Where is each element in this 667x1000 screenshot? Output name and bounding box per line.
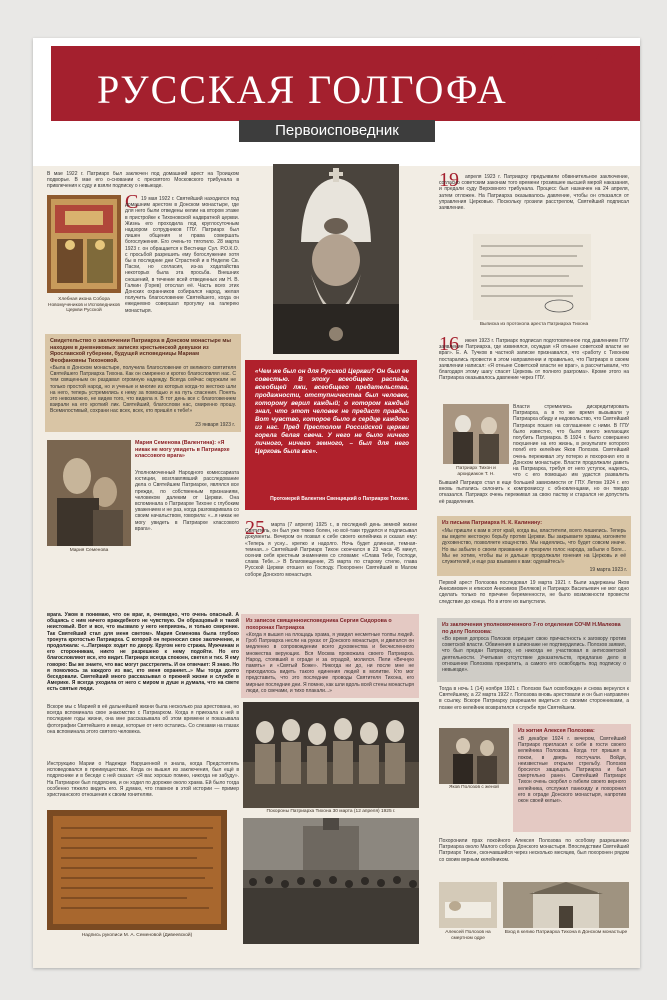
diary-panel-text: «Была в Донском монастыре, получила благословение от великого святителя Святейшего Патриарха Тихона. Как он смиренно и кротко благословлял нас. С тем священным он раздавал огромную надежду. Всегда сейчас окружали не только простой народ, но и ученые и многие из которых когда-то жестоко шли на него, теперь устремились к нему за помощью и на путь спасения. Понять это невозможно, не видев того, что видела я. В тот день все с благоговением взирали на его кроткий лик. Святейший, благослови нас, смиренно прошу. Всемилостивый, сохрани нас всех, всех, кто пришёл к тебе!» — [50, 365, 236, 415]
col3-text4: Первой арест Полозова последовал 19 марта 1921 г. Были задержаны Яков Анисимович и епископ Анисимов (Беляков) и Патриарх Васильевич не мог одно сделать только по причине беременности, не было возможности провести следствие до конца. Но в итоге их выпустили. — [439, 580, 629, 605]
diary-panel-header: Свидетельство о заключении Патриарха в Донском монастыре мы находим в дневниковых записях крестьянской девушки из Ярославской губернии, будущей исповедницы Мариам Феофановны Тихоновой. — [50, 338, 231, 364]
svenzitsky-quote-signature: Протоиерей Валентин Свенцицкий о Патриархе Тихоне. — [270, 496, 409, 502]
col1-long-text2: Вскоре мы с Марией в её дальнейшей жизни была несколько раз арестована, но всегда вспоминала свое знакомство с Патриархом. Когда я приехала к ней в последние годы жизни, она мне рассказывала об этом времени и показывала фотографии Святейшего и вещи, которые от него остались. Со слезами на глазах она вспоминала этого святого человека. — [47, 704, 239, 735]
malkov-conclusion-panel — [437, 618, 631, 682]
hagiographic-icon-image — [47, 195, 121, 293]
funeral-photo-caption: Похороны Патриарха Тихона 30 марта (12 апреля) 1925 г. — [266, 809, 396, 814]
col1-text-block: 19 мая 1922 г. Святейший находился под домашним арестом в Донском монастыре, где для него были отведены келии на втором этаже в пристройке к Тихоновской надвратной церкви. Жизнь его проходила под круглосуточным надзором сотрудников ГПУ. Патриарх был лишен общения и права совершать богослужения. Его очень-то тяготило. 28 марта 1923 г. он обращается к Вестнице Сул. Р.О.К.О. с просьбой разрешить ему богослужение хотя бы в последние дни Страстной и в Неделю Св. Пасхи, но согласия, из-за ходатайства некоторых была эта просьба. Внешних сношений, в течение всей отведенных им Н. В. Галкин (Горев) отослал её. Часть всех этих Донских охранников собирался народ, желая получить благословение Святейшего, когда он ежедневно совершал прогулку на галерею монастыря. — [125, 196, 239, 314]
intro-text: В мае 1922 г. Патриарх был заключен под домашний арест на Троицком подворье. В мае его о-сновании с пресвятого Московского трибунала в привлечения к суду и взяли подписку о невыезде. — [47, 171, 239, 190]
kalinin-letter-text: «Мы пришли к вам в этот край, когда вы, властители, всего лишились. Теперь вы ведете жестокую борьбу против Церкви. Вы закрываете храмы, изгоняете духовенство, позволяете кощунство. Мы надеялись, что будет совсем иначе. Но вы забыли о своем призвании и презрели голос народа, забыли о Боге... Мы не хотим, чтобы вы и дальше продолжали гонения на Церковь и её служителей, и еще раз взываем к вам: одумайтесь!» — [442, 528, 626, 566]
funeral-clergy-photo — [243, 702, 419, 808]
col3-dropcap1: 19 — [439, 169, 459, 191]
sidorov-panel-text: «Когда я вышел на площадь храма, я увидел несметные толпы людей. Гроб Патриарха несли на руках от Донского монастыря, и двигался он медленно в сопровождении всего духовенства и бесчисленного множества верующих. Вся Москва провожала своего Патриарха. Народ, стоявший в ограде и за оградой, молился. Пели «Вечную память» и «Святый Боже». Никогда ни до, ни после мне не приходилось видеть такого единения людей в молитве. Кто мог представить, что это последние проводы Святителя Тихона, его мирные последние дни. Я помню, как шли вдоль всей стены монастыря люди, со свечами, и тихо плакали...» — [246, 632, 414, 694]
poster-subtitle: Первоисповедник — [239, 120, 435, 142]
col3-text5: Тогда в ночь 1 (14) ноября 1921 г. Полозов был освобожден и снова вернулся к Святейшему, а 22 марта 1922 г. Полозова вновь арестовали и он был направлен в ссылку. Вскоре Патриарху разрешили видеться со своими сторонниками, а позже его келейник возвратился к службе при Святейшем. — [439, 686, 629, 711]
svenzitsky-quote-panel — [245, 360, 417, 510]
polozov-with-wife-photo — [439, 728, 509, 784]
col3-text3: Власти стремились дискредитировать Патриарха, а в то же время вызывали у Патриарха обиду и недовольство, что Святейший Патриарх пошел на соглашение с ними. В ГПУ было известно, что было много желающих погубить Патриарха. В 1924 г. было совершено покушение на его жизнь, в результате которого погиб его келейник Яков Полозов. Святейший очень переживал эту потерю и похоронил его в Донском монастыре. Власти продолжали давить на Патриарха, требуя от него уступок, надеясь, что с его помощью им удастся развалить — [513, 404, 629, 478]
col1-long-text3: Инструкцию Марии о Надежде Нарушенной я знала, когда Предстоятель исповедовался в преимуществах. Когда он вышел из заключения, был ещё в подряснике и в беседе с ней сказал: «Я вас хорошо помню, никогда не забуду». На Патриархе был подрясник, и он ходил по дорожке около храма. Ей было тогда особенно тяжело видеть его. Я думаю, что главное в этой истории — пример христианского отношения к своим гонителям. — [47, 761, 239, 799]
col1-dropcap: С — [125, 191, 139, 213]
semenova-photo-caption: Мария Семенова — [69, 548, 109, 553]
semenova-text: Уполномоченный Народного комиссариата юстиции, возглавлявший расследование дела о Святейшем Патриархе, являлся все прежде, по собственным признаниям, человеком далеким от Церкви. Она вспоминала о Патриархе Тихоне с глубоким уважением и не раз, когда разговаривала со своим начальством, говорила: «...я никак не могу увидеть в Патриархе классового врага». — [135, 470, 239, 532]
poster-title: РУССКАЯ ГОЛГОФА — [97, 67, 508, 112]
col3-text3b: Бывший Патриарх стал в еще большей зависимости от ГПУ. Летом 1924 г. его вновь пытались склонить к компромиссу с обновленцами, но он твердо отказался. Патриарх очень переживал за свою паству и старался не допустить её разделения. — [439, 480, 629, 505]
sidorov-panel-header: Из записок священноисповедника Сергия Сидорова о похоронах Патриарха — [246, 618, 392, 631]
polozov-life-header: Из жития Алексея Полозова: — [518, 728, 595, 734]
patriarch-tikhon-portrait — [273, 164, 399, 354]
arrest-document-image — [473, 234, 591, 320]
col1-long-text: врага. Ужом в понимаю, что он враг, я, очевидно, что очень опасный. А общаясь с ним ничего враждебного не чувствую. Он образцовый и такой неистовый. Вот и все, что вызвало у него неприязнь, и только смирение. Так Святейший стал для меня светом». Мария Семенова была глубоко тронута кротостью Патриарха. С которой он переносил свое заключение, и продолжала: «...Патриарх ходит по двору. Кругом него стража. Мужчинам и его сторонникам, никто не разрешено к нему подойти. Но его благословляют все, кто видит. Патриарх всегда спокоен, светел и тих. Я ему говорю: Вы же знаете, что вас могут расстрелять. И он отвечает: Я знаю. Но я помолюсь за каждого из вас, кто меня охраняет...» Мы тогда долго беседовали. Святейший много рассказывал о прежней жизни и службе в Америке. Я всегда уходила от него с миром в душе и думала, что на свете есть святые люди. — [47, 612, 239, 693]
poster-years: 1922-1925 — [507, 42, 616, 69]
icon-caption: Хлебная икона Собора Новомучеников и Исповедников Церкви Русской — [48, 297, 120, 314]
center-dropcap: 25 — [245, 517, 265, 539]
semenova-photo — [47, 440, 131, 546]
semenova-header: Мария Семенова (Валентина): «Я никак не могу увидеть в Патриархе классового врага» — [135, 440, 230, 459]
svenzitsky-quote: «Чем же был он для Русской Церкви? Он был ее совестью. В эпоху всеобщего распада, всеобщей лжи, всеобщего предательства, продажности, отступничества был человек, которому верил каждый; о котором каждый знал, что этот человек не предаст правды. Вот чувство, которое было в сердце каждого из нас. Пред Престолом Российской церкви горела белая свеча. У него не было ничего личного, ничего земного, – был для него Церковь была все». — [255, 368, 409, 455]
polozov-deathbed-photo — [439, 882, 497, 928]
sidorov-panel — [241, 614, 419, 698]
polozov-life-panel — [513, 724, 631, 832]
tikhon-with-archdeacon-photo — [443, 404, 509, 464]
kalinin-letter-panel — [437, 516, 631, 576]
patriarch-cell-entrance-caption: Вход в келию Патриарха Тихона в Донском монастыре — [504, 930, 628, 935]
poster — [33, 38, 640, 968]
col3-dropcap2: 16 — [439, 333, 459, 355]
polozov-deathbed-caption: Алексей Полозов на смертном одре — [445, 930, 491, 941]
kalinin-letter-header: Из письма Патриарха Н. К. Калинину: — [442, 520, 542, 526]
kalinin-letter-date: 19 марта 1923 г. — [589, 567, 627, 573]
manuscript-image — [47, 810, 227, 930]
funeral-crowd-photo — [243, 818, 419, 944]
malkov-conclusion-text: «Во время допроса Полозов отрицает свою причастность к заговору против советской власти. Обвинения в шпионаже не подтвердились. Полозов заявил, что был предан Патриарху, но никогда не участвовал в антисоветской деятельности. Учитывая отсутствие доказательств, предлагаю дело в отношении Полозова прекратить, а самого его освободить под подписку о невыезде». — [442, 636, 626, 674]
malkov-conclusion-header: Из заключения уполномоченного 7-го отделения СОЧМ Н.Малкова по делу Полозова: — [442, 622, 621, 635]
patriarch-cell-entrance-photo — [503, 882, 629, 928]
title-banner — [33, 38, 640, 166]
polozov-with-wife-caption: Яков Полозов с женой — [449, 785, 499, 790]
diary-panel — [45, 334, 241, 432]
center-text: марта (7 апреля) 1925 г., в последний день земной жизни Святитель, он был уже тяжко болен, но всё-таки трудился и подписывал документы. Вечером он позвал к себе своего келейника и сказал ему: «Теперь я усну... крепко и надолго. Ночь будет длинная, темная-темная...» Святейший Патриарх Тихон скончался в 23 часа 45 минут, осенив себя крестным знамением со словами: «Слава Тебе, Господи, слава Тебе...» В Благовещение, 25 марта по старому стилю, глава Русской Церкви отошел ко Господу. Похоронен Святейший в Малом соборе Донского монастыря. — [245, 522, 417, 578]
manuscript-caption: Надпись рукописи М. А. Семеновой (Дивеевской) — [81, 933, 193, 938]
tikhon-with-archdeacon-caption: Патриарх Тихон и архидиакон Т. Н. — [456, 466, 496, 477]
diary-panel-date: 23 января 1923 г. — [195, 422, 235, 428]
col3-text6: Похоронили прах покойного Алексея Полозова по особому разрешению Патриарха около Малого собора Донского монастыря. Впоследствии Святейший Патриарх Тихон, скончавшийся через несколько месяцев, был похоронен рядом со своим верным келейником. — [439, 838, 629, 863]
col3-text2: июня 1923 г. Патриарх подписал подготовленное под давлением ГПУ заявление Патриарха, где извинялся, осуждая «Я отныне советской власти не враг». Е. А. Тучков в частной записке признавался, что «работу с Тихоном постарались провести в этом направлении и правильно, что Патриарх в своем заявлении написал: «Я отныне Советской власти не враг», а рассчитывали, что благодаря этому шагу спасет Церковь от полного разгрома». Кроме этого на Патриарха оказывалось давление через ГПУ. — [439, 338, 629, 382]
col3-text1: апреля 1923 г. Патриарху предъявили обвинительное заключение, согласно советским законам того времени грозившее высшей мерой наказания, и предали суду Верховного трибунала. Процесс был назначен на 24 апреля, затем отложен. На Патриарха оказывалось давление, чтобы он отказался от управления Церковью. Поскольку грозили расстрелом, Святейший подписал заявление. — [439, 174, 629, 212]
arrest-document-caption: Выписка из протокола ареста Патриарха Тихона — [479, 322, 589, 327]
polozov-life-text: «В декабре 1924 г. вечером, Святейший Патриарх пригласил к себе в гости своего келейника Полозова. Когда тот пришел в покои, в дверь постучали. Войдя, неизвестные открыли стрельбу. Полозов бросился защищать Патриарха и был смертельно ранен. Святейший Патриарх Тихон очень скорбел о гибели своего верного келейника, отслужил панихиду и похоронил его в ограде Донского монастыря, напротив окон своей кельи». — [518, 736, 626, 805]
